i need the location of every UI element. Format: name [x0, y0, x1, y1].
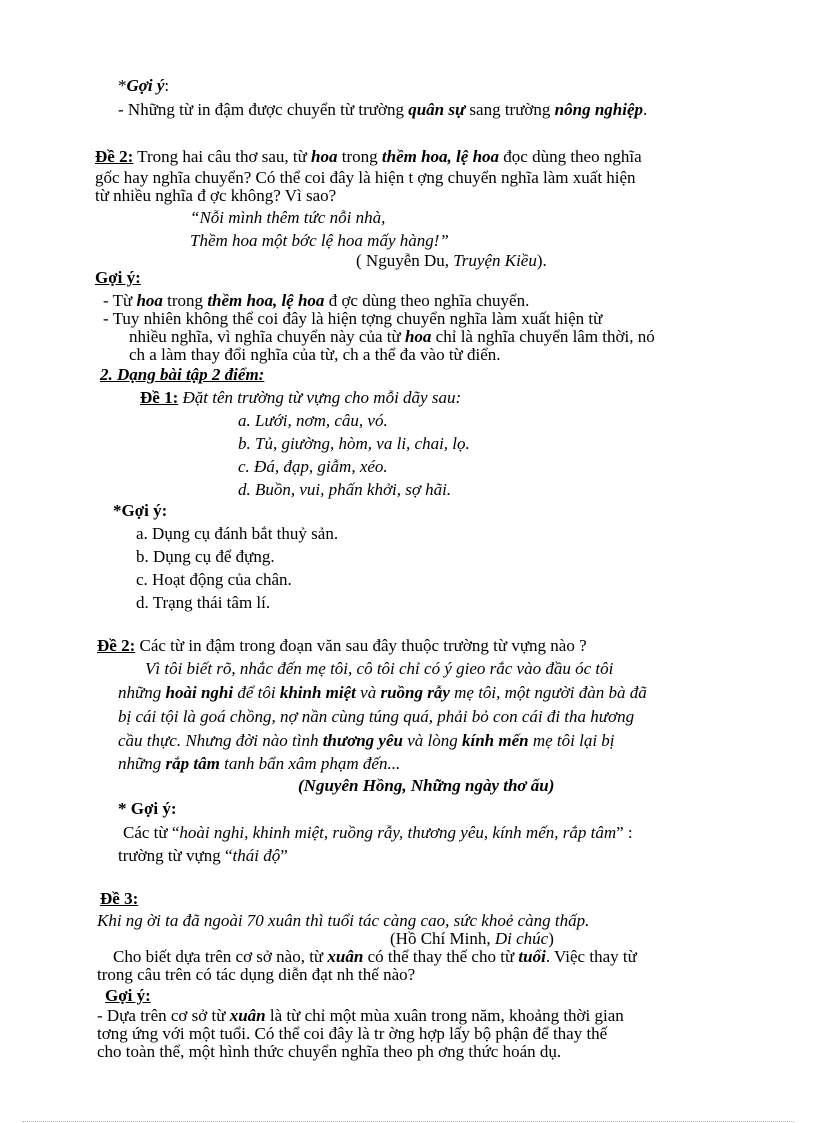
exercise-label: Đề 2: [97, 636, 136, 655]
text-run: sang trường [465, 100, 555, 119]
hint-heading-5: Gợi ý: [105, 986, 151, 1005]
bold-term: kính mến [461, 731, 529, 750]
hint-heading-4: * Gợi ý: [118, 799, 177, 818]
exercise-label: Đề 2: [95, 147, 134, 166]
passage-line [118, 732, 615, 751]
bold-term: ruồng rẫy [380, 683, 450, 702]
text-run: trường từ vựng “ [118, 846, 233, 865]
quote-line: Khi ng ời ta đã ngoài 70 xuân thì tuổi tác càng cao, sức khoẻ càng thấp. [97, 911, 590, 930]
text-run: đ ợc dùng theo nghĩa chuyển. [324, 291, 530, 310]
list-item: b. Tủ, giường, hòm, va li, chai, lọ. [238, 434, 470, 453]
hint-heading-2: Gợi ý: [95, 268, 141, 287]
list-item: a. Lưới, nơm, câu, vó. [238, 411, 388, 430]
text-run: cầu thực. Nhưng đời nào tình [118, 731, 323, 750]
bold-term: quân sự [408, 100, 466, 119]
bold-term: tuổi [518, 947, 546, 966]
hint-heading-1 [118, 77, 169, 96]
bold-term: hoài nghi [165, 683, 234, 702]
hint-colon: : [164, 76, 170, 95]
exercise-2-question-line-2: gốc hay nghĩa chuyển? Có thể coi đây là hiện t ợng chuyển nghĩa làm xuất hiện [95, 168, 636, 187]
text-run: Cho biết dựa trên cơ sở nào, từ [113, 947, 328, 966]
text-run: chỉ là nghĩa chuyển lâm thời, nó [431, 327, 655, 346]
work-title: Di chúc [494, 929, 549, 948]
text-run: những [118, 683, 166, 702]
exercise-2b-question [97, 637, 587, 656]
bold-term: thềm hoa, lệ hoa [207, 291, 325, 310]
text-run: trong [337, 147, 382, 166]
text-run: những [118, 754, 166, 773]
bold-term: hoa [311, 147, 338, 166]
text-run: - Những từ in đậm được chuyển từ trường [118, 100, 409, 119]
text-run: Các từ “ [123, 823, 180, 842]
bold-term: thương yêu [322, 731, 403, 750]
exercise-2-question-line-3: từ nhiều nghĩa đ ợc không? Vì sao? [95, 186, 337, 205]
text-run: ” [280, 846, 288, 865]
answer-line-2 [118, 847, 288, 866]
poem-line-1: “Nỗi mình thêm tức nỗi nhà, [190, 208, 386, 227]
passage-line: bị cái tội là goá chồng, nợ nần cùng túng quá, phải bỏ con cái đi tha hương [118, 707, 635, 726]
text-run: . [643, 100, 648, 119]
text-run: và lòng [402, 731, 462, 750]
text-run: để tôi [233, 683, 280, 702]
text-run: ). [536, 251, 547, 270]
exercise-2-question-line-1 [95, 148, 707, 167]
quote-source [390, 930, 554, 949]
bold-term: thềm hoa, lệ hoa [381, 147, 500, 166]
text-run: có thể thay thế cho từ [363, 947, 519, 966]
hint-label: Gợi ý [126, 76, 165, 95]
answer-item: a. Dụng cụ đánh bắt thuỷ sản. [136, 524, 339, 543]
text-run: ” : [616, 823, 633, 842]
hint-5-line-1 [97, 1007, 624, 1026]
work-title: Truyện Kiều [453, 251, 537, 270]
bold-term: khinh miệt [279, 683, 356, 702]
question-line-1 [113, 948, 637, 967]
italic-terms: thái độ [232, 846, 281, 865]
list-item: d. Buồn, vui, phấn khởi, sợ hãi. [238, 480, 452, 499]
hint-2-line-4: ch a làm thay đổi nghĩa của từ, ch a thể đa vào từ điển. [129, 345, 501, 364]
text-run: là từ chỉ một mùa xuân trong năm, khoảng thời gian [265, 1006, 624, 1025]
text-run: ) [548, 929, 554, 948]
hint-2-line-1 [103, 292, 529, 311]
exercise-label: Đề 1: [140, 388, 179, 407]
text-run: Các từ in đậm trong đoạn văn sau đây thuộc trường từ vựng nào ? [135, 636, 587, 655]
hint-line-1 [118, 101, 647, 120]
text-run: (Hồ Chí Minh, [390, 929, 495, 948]
text-run: mẹ tôi lại bị [528, 731, 615, 750]
text-run: đọc dùng theo nghĩa [499, 147, 642, 166]
italic-terms: hoài nghi, khinh miệt, ruồng rẫy, thương yêu, kính mến, rắp tâm [179, 823, 617, 842]
hint-2-line-3 [129, 328, 655, 347]
page-bottom-rule [22, 1121, 794, 1122]
passage-line [118, 684, 647, 703]
bold-term: rắp tâm [165, 754, 220, 773]
hint-star: * [118, 76, 127, 95]
answer-line-1 [123, 824, 633, 843]
passage-line [118, 755, 400, 774]
text-run: nhiều nghĩa, vì nghĩa chuyển này của từ [129, 327, 405, 346]
answer-item: b. Dụng cụ để đựng. [136, 547, 275, 566]
poem-line-2: Thềm hoa một bớc lệ hoa mấy hàng!” [190, 231, 449, 250]
hint-5-line-3: cho toàn thể, một hình thức chuyển nghĩa theo ph ơng thức hoán dụ. [97, 1042, 562, 1061]
text-run: - Từ [103, 291, 137, 310]
list-item: c. Đá, đạp, giẫm, xéo. [238, 457, 388, 476]
text-run: tanh bẩn xâm phạm đến... [219, 754, 401, 773]
exercise-3-label: Đề 3: [100, 889, 139, 908]
passage-source: (Nguyên Hồng, Những ngày thơ ấu) [298, 776, 555, 795]
text-run: - Dựa trên cơ sở từ [97, 1006, 230, 1025]
bold-term: hoa [136, 291, 163, 310]
text-run: ( Nguyễn Du, [356, 251, 454, 270]
text-run: và [355, 683, 381, 702]
text-run: Trong hai câu thơ sau, từ [133, 147, 312, 166]
answer-item: d. Trạng thái tâm lí. [136, 593, 271, 612]
bold-term: xuân [229, 1006, 266, 1025]
bold-term: hoa [404, 327, 432, 346]
text-run: . Việc thay từ [545, 947, 637, 966]
question-line-2: trong câu trên có tác dụng diễn đạt nh thế nào? [97, 965, 416, 984]
answer-item: c. Hoạt động của chân. [136, 570, 292, 589]
poem-source [356, 252, 547, 271]
section-heading: 2. Dạng bài tập 2 điểm: [100, 365, 265, 384]
exercise-1-task [140, 389, 461, 408]
text-run: trong [162, 291, 208, 310]
bold-term: xuân [327, 947, 364, 966]
text-run: mẹ tôi, một người đàn bà đã [449, 683, 647, 702]
task-text: Đặt tên trường từ vựng cho mỗi dãy sau: [178, 388, 462, 407]
hint-heading-3: *Gợi ý: [113, 501, 168, 520]
bold-term: nông nghiệp [554, 100, 644, 119]
hint-5-line-2: tơng ứng với một tuổi. Có thể coi đây là tr ờng hợp lấy bộ phận để thay thế [97, 1024, 608, 1043]
hint-2-line-2: - Tuy nhiên không thể coi đây là hiện tợng chuyển nghĩa làm xuất hiện từ [103, 309, 603, 328]
passage-line: Vì tôi biết rõ, nhắc đến mẹ tôi, cô tôi chỉ có ý gieo rắc vào đầu óc tôi [145, 659, 614, 678]
